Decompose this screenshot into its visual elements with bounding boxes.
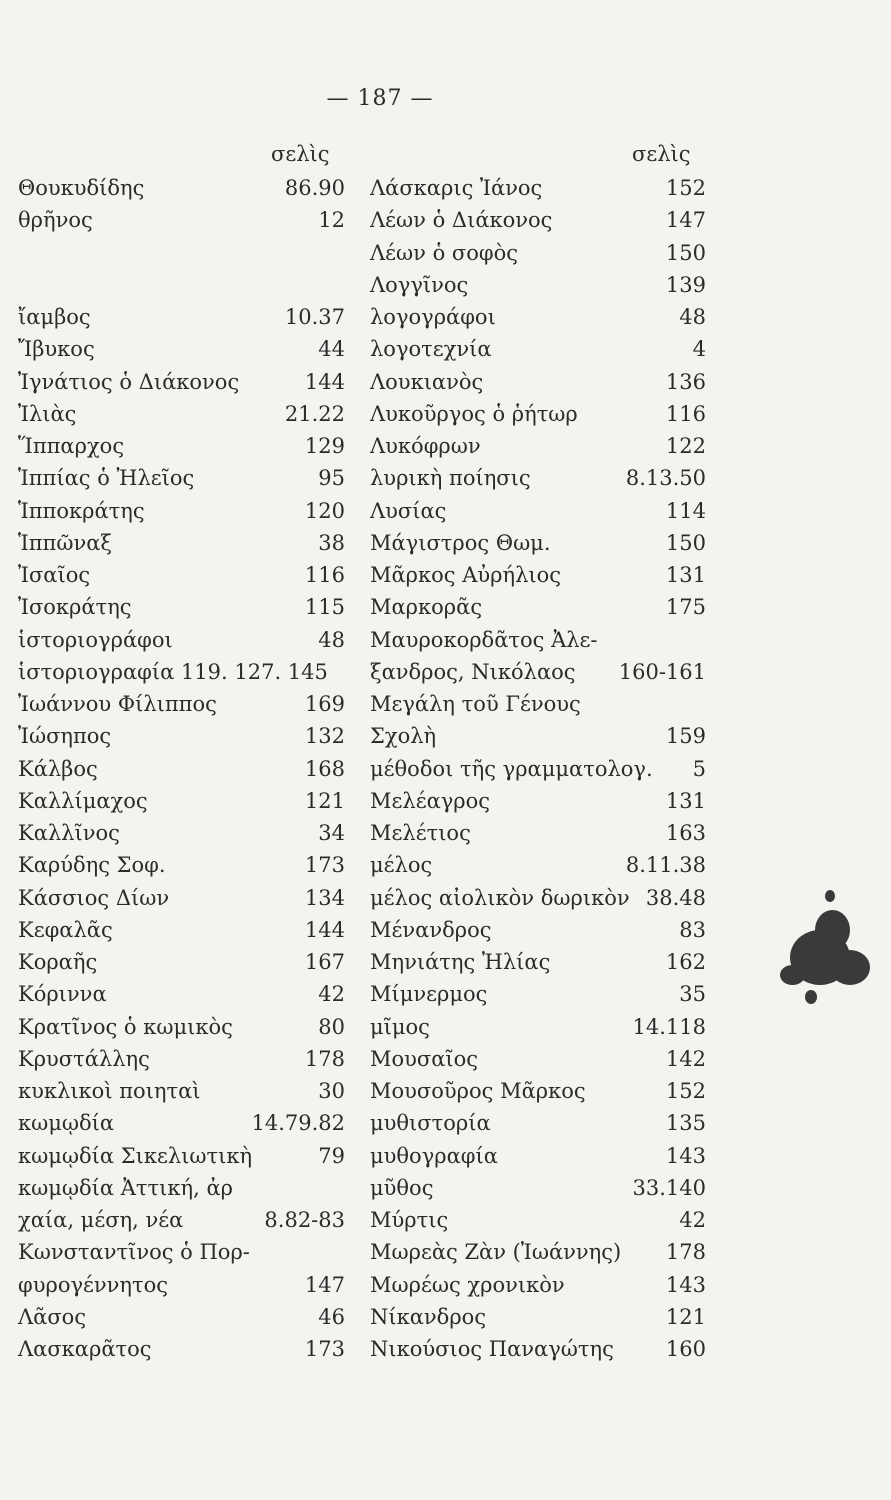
entry-pages: 163	[665, 821, 706, 845]
index-entry	[18, 430, 345, 462]
index-entry	[18, 591, 345, 623]
entry-name: Λάσκαρις Ἰάνος	[370, 176, 543, 200]
index-entry	[18, 1236, 345, 1268]
entry-pages: 38.48	[645, 885, 706, 910]
entry-pages: 178	[665, 1240, 706, 1265]
entry-pages: 131	[665, 563, 706, 587]
entry-pages: 152	[665, 1079, 706, 1103]
index-entry	[370, 1236, 706, 1268]
entry-name: Ἰγνάτιος ὁ Διάκονος	[18, 369, 240, 394]
index-entry	[18, 753, 345, 785]
entry-pages: 143	[665, 1143, 706, 1168]
entry-pages: 144	[304, 369, 345, 394]
entry-name: Μένανδρος	[370, 917, 492, 942]
entry-name: Λασκαρᾶτος	[18, 1337, 152, 1361]
index-entry	[370, 366, 706, 398]
entry-name: φυρογέννητος	[18, 1272, 169, 1297]
entry-name: κωμῳδία Ἀττική, ἀρ	[18, 1175, 233, 1200]
left-index-column	[18, 172, 345, 1365]
entry-name: θρῆνος	[18, 208, 93, 233]
entry-name: ἱστοριογραφία 119. 127. 145	[18, 659, 328, 684]
entry-name: κυκλικοὶ ποιηταὶ	[18, 1079, 201, 1103]
entry-name: Ἰσαῖος	[18, 563, 91, 587]
entry-pages: 132	[304, 724, 345, 749]
entry-name: Λουκιανὸς	[370, 369, 484, 394]
entry-name: κωμῳδία	[18, 1111, 115, 1136]
entry-name: Καλλῖνος	[18, 821, 120, 845]
entry-name: Κωνσταντῖνος ὁ Πορ-	[18, 1240, 250, 1265]
index-entry	[18, 366, 345, 398]
index-entry	[18, 269, 345, 301]
entry-name: Λέων ὁ Διάκονος	[370, 208, 553, 233]
index-entry	[370, 624, 706, 656]
index-entry	[370, 1140, 706, 1172]
entry-name: Μουσοῦρος Μᾶρκος	[370, 1079, 586, 1103]
entry-pages: 86.90	[284, 176, 345, 200]
index-entry	[370, 1043, 706, 1075]
entry-name: Σχολὴ	[370, 724, 437, 749]
index-entry	[370, 172, 706, 204]
entry-name: Ἱππῶναξ	[18, 530, 112, 555]
entry-name: Κρατῖνος ὁ κωμικὸς	[18, 1014, 233, 1039]
entry-pages: 147	[665, 208, 706, 233]
entry-pages: 12	[318, 208, 345, 233]
entry-pages: 8.82-83	[264, 1208, 345, 1232]
entry-pages: 169	[304, 692, 345, 716]
index-entry	[370, 1204, 706, 1236]
entry-pages: 121	[665, 1304, 706, 1329]
index-entry	[18, 1172, 345, 1204]
entry-pages: 34	[318, 821, 345, 845]
index-entry	[18, 849, 345, 881]
entry-pages: 44	[318, 337, 345, 362]
entry-name: μέλος αἰολικὸν δωρικὸν	[370, 885, 630, 910]
entry-name: Λέων ὁ σοφὸς	[370, 240, 519, 265]
index-entry	[370, 1107, 706, 1139]
index-entry	[370, 753, 706, 785]
index-entry	[370, 495, 706, 527]
right-column-header: σελὶς	[632, 142, 691, 166]
entry-name: Ἴβυκος	[18, 337, 95, 362]
entry-pages: 42	[318, 982, 345, 1007]
index-entry	[370, 946, 706, 978]
index-entry	[370, 656, 706, 688]
entry-pages: 144	[304, 917, 345, 942]
index-entry	[370, 333, 706, 365]
entry-pages: 160-161	[618, 659, 706, 684]
index-entry	[18, 1301, 345, 1333]
entry-pages: 142	[665, 1046, 706, 1071]
entry-pages: 150	[665, 530, 706, 555]
entry-name: μέλος	[370, 853, 433, 878]
entry-name: Κάσσιος Δίων	[18, 885, 170, 910]
entry-name: μῦθος	[370, 1175, 434, 1200]
entry-pages: 79	[318, 1143, 345, 1168]
entry-pages: 122	[665, 434, 706, 458]
entry-name: Καρύδης Σοφ.	[18, 853, 166, 878]
entry-pages: 147	[304, 1272, 345, 1297]
entry-name: κωμῳδία Σικελιωτικὴ	[18, 1143, 253, 1168]
index-entry	[18, 1043, 345, 1075]
index-entry	[18, 978, 345, 1010]
index-entry	[370, 204, 706, 236]
entry-name: Μαρκορᾶς	[370, 595, 483, 620]
entry-pages: 178	[304, 1046, 345, 1071]
entry-pages: 116	[665, 401, 706, 426]
entry-name: Μελέαγρος	[370, 788, 491, 813]
index-entry	[18, 882, 345, 914]
entry-pages: 152	[665, 176, 706, 200]
entry-pages: 116	[304, 563, 345, 587]
entry-name: Μουσαῖος	[370, 1046, 479, 1071]
entry-name: μῖμος	[370, 1014, 430, 1039]
entry-name: Κόριννα	[18, 982, 107, 1007]
entry-name: χαία, μέση, νέα	[18, 1208, 184, 1232]
index-entry	[370, 430, 706, 462]
entry-name: Κρυστάλλης	[18, 1046, 150, 1071]
entry-name: Μαυροκορδᾶτος Ἀλε-	[370, 627, 598, 652]
entry-name: Μηνιάτης Ἠλίας	[370, 950, 551, 974]
entry-pages: 120	[304, 498, 345, 523]
right-index-column	[370, 172, 706, 1365]
entry-pages: 38	[318, 530, 345, 555]
entry-name: Καλλίμαχος	[18, 788, 148, 813]
entry-pages: 10.37	[284, 305, 345, 329]
index-entry	[370, 817, 706, 849]
index-entry	[18, 656, 345, 688]
index-entry	[370, 301, 706, 333]
entry-name: ἱστοριογράφοι	[18, 627, 173, 652]
index-entry	[18, 1333, 345, 1365]
entry-name: Μύρτις	[370, 1208, 449, 1232]
entry-name: Ἰσοκράτης	[18, 595, 132, 620]
index-entry	[18, 914, 345, 946]
entry-pages: 35	[679, 982, 706, 1007]
entry-name: Μελέτιος	[370, 821, 471, 845]
entry-pages: 167	[304, 950, 345, 974]
entry-name: Νικούσιος Παναγώτης	[370, 1337, 614, 1361]
entry-name: Ἰλιὰς	[18, 401, 77, 426]
entry-name: μυθογραφία	[370, 1143, 498, 1168]
left-column-header: σελὶς	[271, 142, 330, 166]
entry-pages: 173	[304, 853, 345, 878]
entry-name: Μεγάλη τοῦ Γένους	[370, 692, 581, 716]
index-entry	[18, 301, 345, 333]
index-entry	[18, 172, 345, 204]
index-entry	[18, 1140, 345, 1172]
entry-pages: 8.11.38	[625, 853, 706, 878]
entry-pages: 175	[665, 595, 706, 620]
entry-pages: 115	[304, 595, 345, 620]
entry-pages: 135	[665, 1111, 706, 1136]
index-entry	[18, 785, 345, 817]
index-entry	[370, 978, 706, 1010]
entry-name: Λογγῖνος	[370, 272, 469, 297]
index-entry	[18, 688, 345, 720]
entry-name: Ἱππίας ὁ Ἠλεῖος	[18, 466, 195, 491]
entry-name: Λυκοῦργος ὁ ῥήτωρ	[370, 401, 578, 426]
ink-stain	[770, 880, 880, 1020]
index-entry	[18, 720, 345, 752]
entry-pages: 129	[304, 434, 345, 458]
entry-name: λυρικὴ ποίησις	[370, 466, 531, 491]
entry-pages: 4	[692, 337, 706, 362]
entry-pages: 143	[665, 1272, 706, 1297]
entry-pages: 21.22	[284, 401, 345, 426]
index-entry	[370, 688, 706, 720]
index-entry	[18, 204, 345, 236]
entry-name: ξανδρος, Νικόλαος	[370, 659, 576, 684]
page-number: — 187 —	[326, 86, 434, 111]
index-entry	[370, 914, 706, 946]
index-entry	[370, 1011, 706, 1043]
entry-pages: 46	[318, 1304, 345, 1329]
entry-pages: 95	[318, 466, 345, 491]
entry-name: λογοτεχνία	[370, 337, 492, 362]
entry-pages: 121	[304, 788, 345, 813]
entry-name: Μωρέως χρονικὸν	[370, 1272, 565, 1297]
index-entry	[18, 1011, 345, 1043]
entry-pages: 150	[665, 240, 706, 265]
entry-pages: 33.140	[632, 1175, 706, 1200]
entry-pages: 139	[665, 272, 706, 297]
entry-pages: 83	[679, 917, 706, 942]
index-entry	[18, 1269, 345, 1301]
entry-pages: 136	[665, 369, 706, 394]
entry-name: Ἵππαρχος	[18, 434, 125, 458]
entry-name: μυθιστορία	[370, 1111, 491, 1136]
entry-pages: 114	[665, 498, 706, 523]
index-entry	[370, 527, 706, 559]
index-entry	[370, 462, 706, 494]
entry-name: Μίμνερμος	[370, 982, 488, 1007]
entry-name: Λυσίας	[370, 498, 447, 523]
entry-pages: 30	[318, 1079, 345, 1103]
entry-name: Μωρεὰς Ζὰν (Ἰωάννης)	[370, 1240, 622, 1265]
index-entry	[18, 237, 345, 269]
index-entry	[370, 1333, 706, 1365]
index-entry	[370, 1269, 706, 1301]
entry-name: Ἰώσηπος	[18, 724, 112, 749]
index-entry	[18, 495, 345, 527]
index-entry	[370, 398, 706, 430]
entry-pages: 162	[665, 950, 706, 974]
index-entry	[370, 720, 706, 752]
index-entry	[18, 462, 345, 494]
index-entry	[370, 1075, 706, 1107]
entry-pages: 48	[318, 627, 345, 652]
entry-pages: 131	[665, 788, 706, 813]
entry-name: Λᾶσος	[18, 1304, 87, 1329]
index-entry	[18, 1204, 345, 1236]
index-entry	[18, 527, 345, 559]
index-entry	[18, 559, 345, 591]
entry-pages: 48	[679, 305, 706, 329]
index-entry	[18, 946, 345, 978]
entry-pages: 8.13.50	[625, 466, 706, 491]
index-entry	[18, 1075, 345, 1107]
entry-pages: 173	[304, 1337, 345, 1361]
entry-pages: 5	[692, 756, 706, 781]
entry-pages: 168	[304, 756, 345, 781]
index-entry	[370, 269, 706, 301]
index-entry	[18, 1107, 345, 1139]
index-entry	[370, 785, 706, 817]
index-entry	[370, 1301, 706, 1333]
index-entry	[18, 333, 345, 365]
entry-pages: 14.118	[632, 1014, 706, 1039]
entry-name: Νίκανδρος	[370, 1304, 487, 1329]
index-entry	[370, 237, 706, 269]
index-entry	[18, 817, 345, 849]
entry-name: ἴαμβος	[18, 305, 91, 329]
entry-name: Λυκόφρων	[370, 434, 481, 458]
entry-pages: 159	[665, 724, 706, 749]
index-entry	[18, 398, 345, 430]
entry-name: Κοραῆς	[18, 950, 98, 974]
index-entry	[370, 1172, 706, 1204]
entry-pages: 134	[304, 885, 345, 910]
entry-pages: 14.79.82	[251, 1111, 345, 1136]
entry-pages: 42	[679, 1208, 706, 1232]
entry-name: μέθοδοι τῆς γραμματολογ.	[370, 756, 653, 781]
entry-name: Ἱπποκράτης	[18, 498, 145, 523]
entry-pages: 80	[318, 1014, 345, 1039]
index-entry	[18, 624, 345, 656]
entry-name: Θουκυδίδης	[18, 176, 145, 200]
entry-name: Κεφαλᾶς	[18, 917, 113, 942]
entry-name: Μᾶρκος Αὐρήλιος	[370, 563, 562, 587]
index-entry	[370, 559, 706, 591]
entry-name: Κάλβος	[18, 756, 98, 781]
entry-pages: 160	[665, 1337, 706, 1361]
index-entry	[370, 849, 706, 881]
entry-name: λογογράφοι	[370, 305, 496, 329]
index-entry	[370, 882, 706, 914]
index-entry	[370, 591, 706, 623]
entry-name: Μάγιστρος Θωμ.	[370, 530, 551, 555]
entry-name: Ἰωάννου Φίλιππος	[18, 692, 217, 716]
